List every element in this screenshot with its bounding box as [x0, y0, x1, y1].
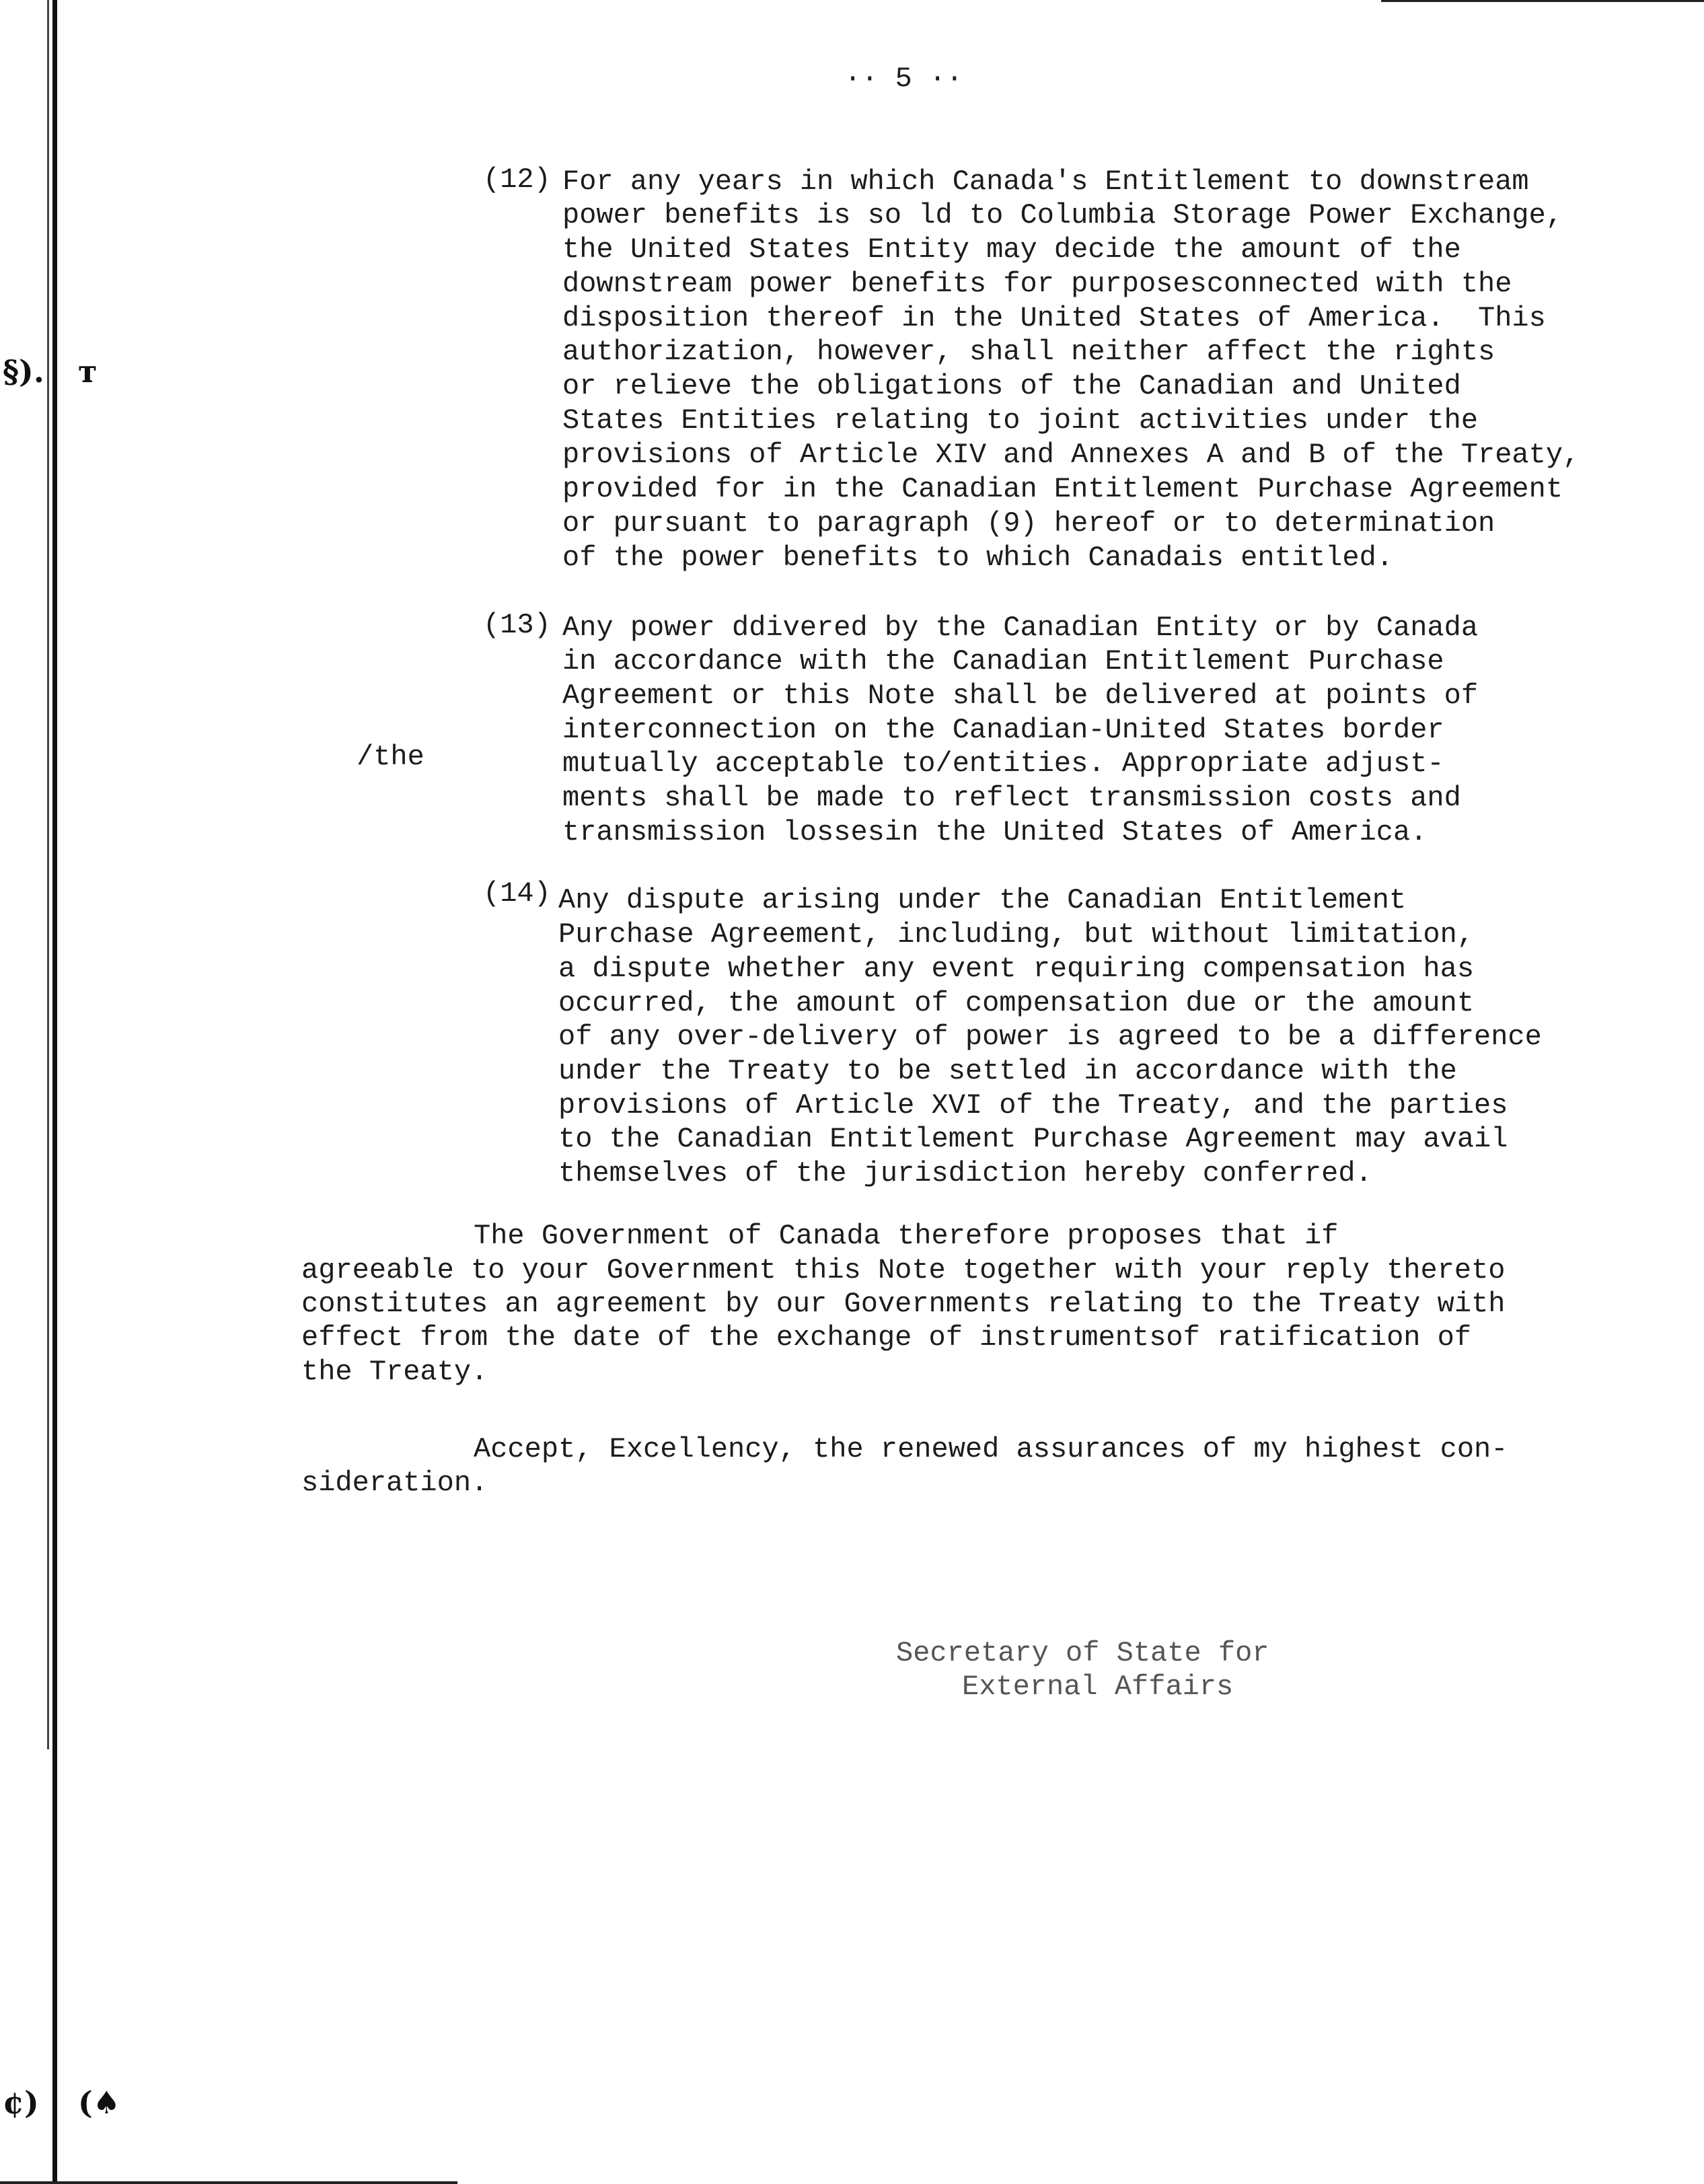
- paragraph-line: themselves of the jurisdiction hereby conferred.: [558, 1157, 1372, 1190]
- page-number: ·· 5 ··: [844, 63, 963, 95]
- paragraph-line: of the power benefits to which Canadais entitled.: [562, 542, 1394, 574]
- signature-department: External Affairs: [962, 1671, 1234, 1703]
- paragraph-line: mutually acceptable to/entities. Appropriate adjust-: [562, 748, 1444, 780]
- paragraph-line: For any years in which Canada's Entitlement to downstream: [562, 166, 1529, 198]
- paragraph-line: a dispute whether any event requiring compensation has: [558, 953, 1475, 985]
- paragraph-line: occurred, the amount of compensation due or the amount: [558, 987, 1475, 1019]
- paragraph-line: under the Treaty to be settled in accordance with the: [558, 1055, 1457, 1087]
- paragraph-line: power benefits is so ld to Columbia Storage Power Exchange,: [562, 199, 1563, 231]
- binding-line-thin: [47, 0, 49, 1749]
- paragraph-line: ments shall be made to reflect transmission costs and: [562, 782, 1461, 814]
- paragraph-line: Any power ddivered by the Canadian Entity or by Canada: [562, 612, 1479, 644]
- paragraph-line: the Treaty.: [301, 1356, 488, 1388]
- paragraph-line: States Entities relating to joint activities under the: [562, 404, 1479, 437]
- paragraph-line: of any over-delivery of power is agreed to be a difference: [558, 1021, 1542, 1053]
- paragraph-line: to the Canadian Entitlement Purchase Agreement may avail: [558, 1123, 1508, 1155]
- paragraph-line: The Government of Canada therefore proposes that if: [474, 1220, 1339, 1252]
- paragraph-line: effect from the date of the exchange of instrumentsof ratification of: [301, 1321, 1472, 1354]
- paragraph-line: Purchase Agreement, including, but without limitation,: [558, 918, 1475, 951]
- margin-note: /the: [357, 741, 424, 773]
- paragraph-line: Agreement or this Note shall be delivered at points of: [562, 680, 1479, 712]
- margin-mark-bottom-left: ¢): [3, 2084, 39, 2121]
- paragraph-line: disposition thereof in the United States of America. This: [562, 302, 1546, 334]
- paragraph-line: constitutes an agreement by our Governments relating to the Treaty with: [301, 1288, 1506, 1320]
- top-edge-rule: [1381, 0, 1704, 2]
- paragraph-number: (12): [483, 163, 551, 196]
- paragraph-line: provisions of Article XVI of the Treaty, and the parties: [558, 1089, 1508, 1122]
- signature-title: Secretary of State for: [896, 1637, 1269, 1669]
- margin-mark-top-left: §).: [3, 353, 44, 390]
- paragraph-line: sideration.: [301, 1467, 488, 1499]
- margin-mark-bottom-right: (♠: [78, 2084, 121, 2121]
- paragraph-line: the United States Entity may decide the amount of the: [562, 233, 1461, 266]
- paragraph-line: transmission lossesin the United States of America.: [562, 816, 1428, 848]
- paragraph-line: in accordance with the Canadian Entitlement Purchase: [562, 645, 1444, 678]
- paragraph-line: authorization, however, shall neither affect the rights: [562, 336, 1495, 368]
- paragraph-line: Accept, Excellency, the renewed assurances of my highest con-: [474, 1433, 1508, 1465]
- binding-line: [52, 0, 57, 2184]
- paragraph-line: agreeable to your Government this Note together with your reply thereto: [301, 1254, 1506, 1286]
- paragraph-line: Any dispute arising under the Canadian Entitlement: [558, 884, 1407, 916]
- paragraph-line: provided for in the Canadian Entitlement Purchase Agreement: [562, 473, 1563, 505]
- paragraph-number: (13): [483, 609, 551, 641]
- paragraph-line: provisions of Article XIV and Annexes A and B of the Treaty,: [562, 439, 1580, 471]
- margin-mark-top-right: ᴛ: [78, 353, 98, 390]
- paragraph-line: or pursuant to paragraph (9) hereof or to determination: [562, 507, 1495, 540]
- paragraph-line: downstream power benefits for purposesconnected with the: [562, 268, 1512, 300]
- paragraph-number: (14): [483, 877, 551, 910]
- bottom-edge-rule: [0, 2181, 457, 2184]
- paragraph-line: or relieve the obligations of the Canadian and United: [562, 370, 1461, 402]
- paragraph-line: interconnection on the Canadian-United States border: [562, 714, 1444, 746]
